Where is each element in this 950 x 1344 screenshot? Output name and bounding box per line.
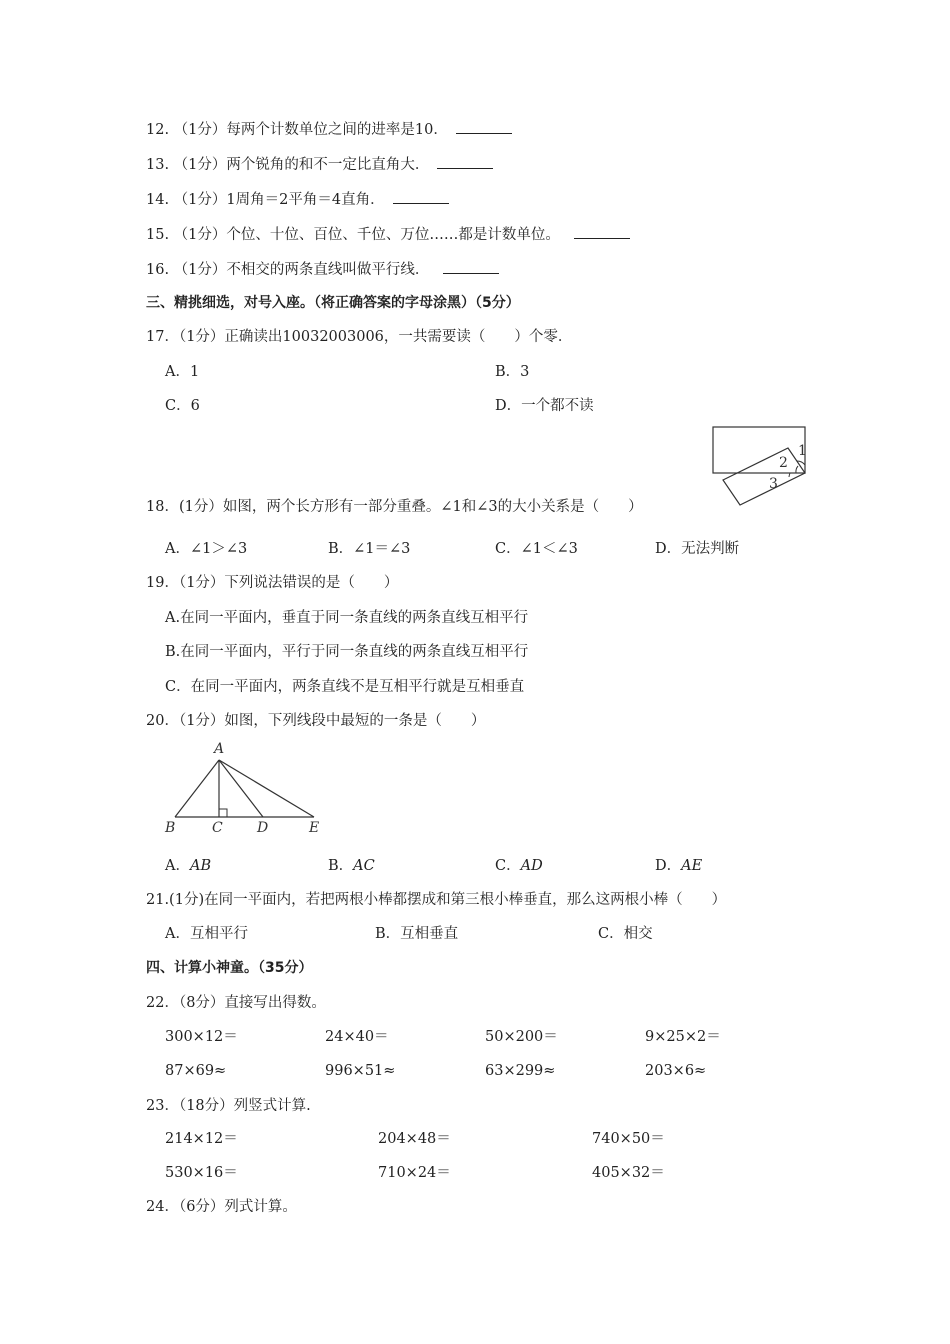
answer-blank[interactable]	[393, 189, 449, 204]
q17-option-d[interactable]: D．一个都不读	[495, 398, 594, 414]
option-value: AD	[520, 858, 543, 874]
q22-expr: 203×6≈	[645, 1063, 707, 1079]
question-19-stem: 19．（1分）下列说法错误的是（ ）	[146, 575, 399, 591]
q23-expr: 740×50＝	[592, 1131, 665, 1147]
q22-expr: 9×25×2＝	[645, 1029, 721, 1045]
question-number: 15.	[146, 227, 170, 243]
q19-option-b[interactable]: B.在同一平面内，平行于同一条直线的两条直线互相平行	[165, 644, 529, 660]
triangle-figure	[160, 738, 330, 838]
answer-blank[interactable]	[443, 259, 499, 274]
option-letter: B．	[328, 858, 354, 874]
q21-option-a[interactable]: A．互相平行	[165, 926, 248, 942]
svg-text:A: A	[214, 741, 225, 757]
answer-blank[interactable]	[574, 224, 630, 239]
q21-option-b[interactable]: B．互相垂直	[375, 926, 459, 942]
question-22-stem: 22．（8分）直接写出得数。	[146, 995, 326, 1011]
q20-option-a[interactable]	[165, 856, 211, 876]
question-text: 不相交的两条直线叫做平行线．	[226, 262, 430, 278]
svg-text:3: 3	[769, 476, 778, 492]
overlapping-rectangles-figure	[700, 420, 820, 500]
answer-blank[interactable]	[437, 154, 493, 169]
question-20-stem: 20．（1分）如图，下列线段中最短的一条是（ ）	[146, 713, 486, 729]
question-score: （1分）	[173, 122, 227, 138]
option-letter: C．	[495, 858, 521, 874]
q23-expr: 530×16＝	[165, 1165, 238, 1181]
q23-expr: 204×48＝	[378, 1131, 451, 1147]
answer-blank[interactable]	[456, 119, 512, 134]
q22-expr: 300×12＝	[165, 1029, 238, 1045]
q23-expr: 214×12＝	[165, 1131, 238, 1147]
question-score: （1分）	[173, 227, 227, 243]
q22-expr: 50×200＝	[485, 1029, 558, 1045]
q18-option-a[interactable]: A．∠1＞∠3	[165, 541, 248, 557]
question-12	[146, 119, 512, 140]
question-24-stem: 24．（6分）列式计算。	[146, 1199, 297, 1215]
section-heading-4: 四、计算小神童。（35分）	[146, 960, 313, 976]
option-value: AC	[353, 858, 375, 874]
q22-expr: 996×51≈	[325, 1063, 396, 1079]
svg-text:B: B	[165, 820, 176, 836]
question-text: 两个锐角的和不一定比直角大．	[226, 157, 430, 173]
question-score: （1分）	[173, 157, 227, 173]
question-score: （1分）	[173, 262, 227, 278]
question-18-stem: 18．(1分）如图，两个长方形有一部分重叠。∠1和∠3的大小关系是（ ）	[146, 499, 643, 515]
option-value: AE	[681, 858, 703, 874]
option-value: AB	[189, 858, 212, 874]
question-number: 14.	[146, 192, 170, 208]
q23-expr: 405×32＝	[592, 1165, 665, 1181]
question-13	[146, 154, 493, 175]
question-number: 12.	[146, 122, 170, 138]
svg-text:1: 1	[798, 443, 807, 459]
question-number: 13.	[146, 157, 170, 173]
q23-expr: 710×24＝	[378, 1165, 451, 1181]
question-text: 1周角＝2平角＝4直角．	[226, 192, 385, 208]
option-letter: D．	[655, 858, 682, 874]
q19-option-c[interactable]: C．在同一平面内，两条直线不是互相平行就是互相垂直	[165, 679, 525, 695]
q21-option-c[interactable]: C．相交	[598, 926, 653, 942]
q20-option-b[interactable]	[328, 856, 375, 876]
q18-option-b[interactable]: B．∠1＝∠3	[328, 541, 411, 557]
svg-text:C: C	[212, 820, 223, 836]
q22-expr: 87×69≈	[165, 1063, 227, 1079]
section-heading-3: 三、精挑细选，对号入座。（将正确答案的字母涂黑）（5分）	[146, 295, 520, 311]
question-text: 个位、十位、百位、千位、万位……都是计数单位。	[226, 227, 560, 243]
question-text: 每两个计数单位之间的进率是10．	[226, 122, 448, 138]
question-17-stem: 17．（1分）正确读出10032003006，一共需要读（ ）个零．	[146, 329, 573, 345]
q17-option-b[interactable]: B．3	[495, 364, 530, 380]
question-14	[146, 189, 449, 210]
option-letter: A．	[165, 858, 190, 874]
question-number: 16.	[146, 262, 170, 278]
svg-text:D: D	[257, 820, 269, 836]
question-23-stem: 23．（18分）列竖式计算.	[146, 1098, 311, 1114]
q22-expr: 63×299≈	[485, 1063, 556, 1079]
svg-text:E: E	[309, 820, 320, 836]
q18-option-c[interactable]: C．∠1＜∠3	[495, 541, 578, 557]
q22-expr: 24×40＝	[325, 1029, 389, 1045]
question-score: （1分）	[173, 192, 227, 208]
q19-option-a[interactable]: A.在同一平面内，垂直于同一条直线的两条直线互相平行	[165, 610, 529, 626]
q20-option-c[interactable]	[495, 856, 543, 876]
question-21-stem: 21.(1分)在同一平面内，若把两根小棒都摆成和第三根小棒垂直，那么这两根小棒（ ）	[146, 892, 727, 908]
question-15	[146, 224, 630, 245]
question-16	[146, 259, 499, 280]
q18-option-d[interactable]: D．无法判断	[655, 541, 740, 557]
q17-option-a[interactable]: A．1	[165, 364, 200, 380]
q20-option-d[interactable]	[655, 856, 702, 876]
svg-text:2: 2	[779, 455, 788, 471]
q17-option-c[interactable]: C．6	[165, 398, 200, 414]
